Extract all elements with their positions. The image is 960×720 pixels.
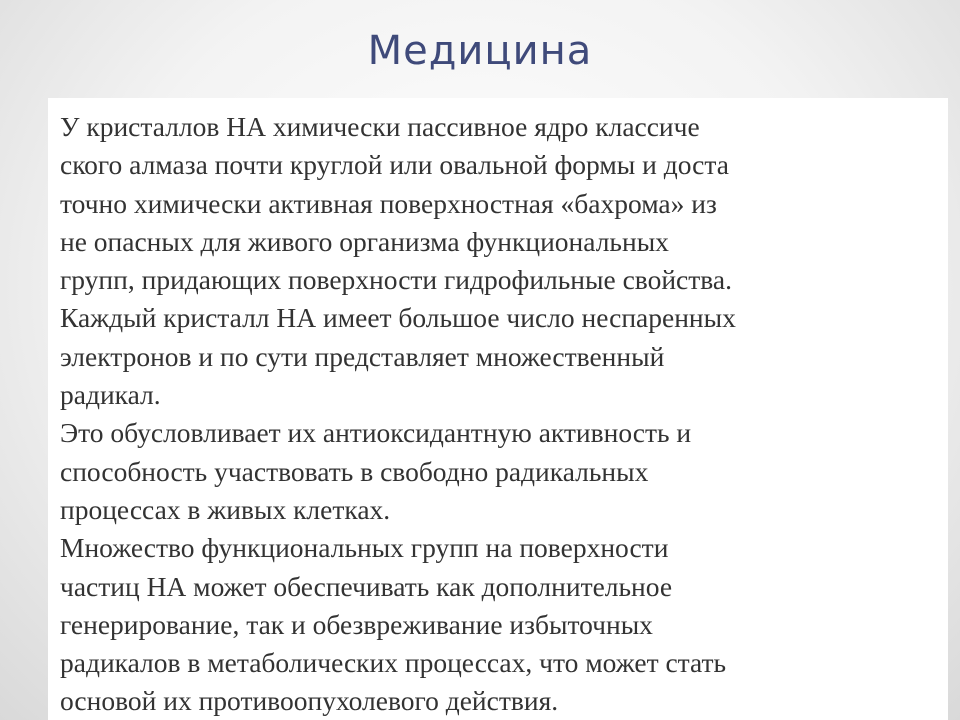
text-line: У кристаллов НА химически пассивное ядро классиче (60, 111, 700, 142)
text-line: Это обусловливает их антиоксидантную активность и (60, 417, 692, 449)
paragraph-antioxidant-activity (60, 414, 936, 529)
text-line: электронов и по сути представляет множественный (60, 340, 665, 372)
paragraph-unpaired-electrons (60, 299, 936, 414)
text-line: не опасных для живого организма функциональных (60, 225, 669, 257)
text-line: основой их противоопухолевого действия. (60, 685, 559, 717)
paragraph-functional-groups (60, 529, 936, 720)
paragraph-crystal-structure (60, 108, 936, 299)
text-line: радикалов в метаболических процессах, что может стать (60, 647, 727, 679)
text-line: ского алмаза почти круглой или овальной формы и доста (60, 149, 729, 181)
text-line: частиц НА может обеспечивать как дополнительное (60, 570, 673, 602)
text-line: способность участвовать в свободно радикальных (60, 455, 649, 487)
text-line: Множество функциональных групп на поверхности (60, 532, 669, 564)
text-line: процессах в живых клетках. (60, 493, 391, 525)
text-line: Каждый кристалл НА имеет большое число неспаренных (60, 302, 736, 334)
text-line: радикал. (60, 379, 161, 411)
text-line: точно химически активная поверхностная «бахрома» из (60, 187, 717, 219)
text-line: генерирование, так и обезвреживание избыточных (60, 608, 653, 640)
text-line: групп, придающих поверхности гидрофильные свойства. (60, 264, 732, 296)
content-box (48, 98, 948, 720)
slide-title: Медицина (367, 28, 593, 74)
